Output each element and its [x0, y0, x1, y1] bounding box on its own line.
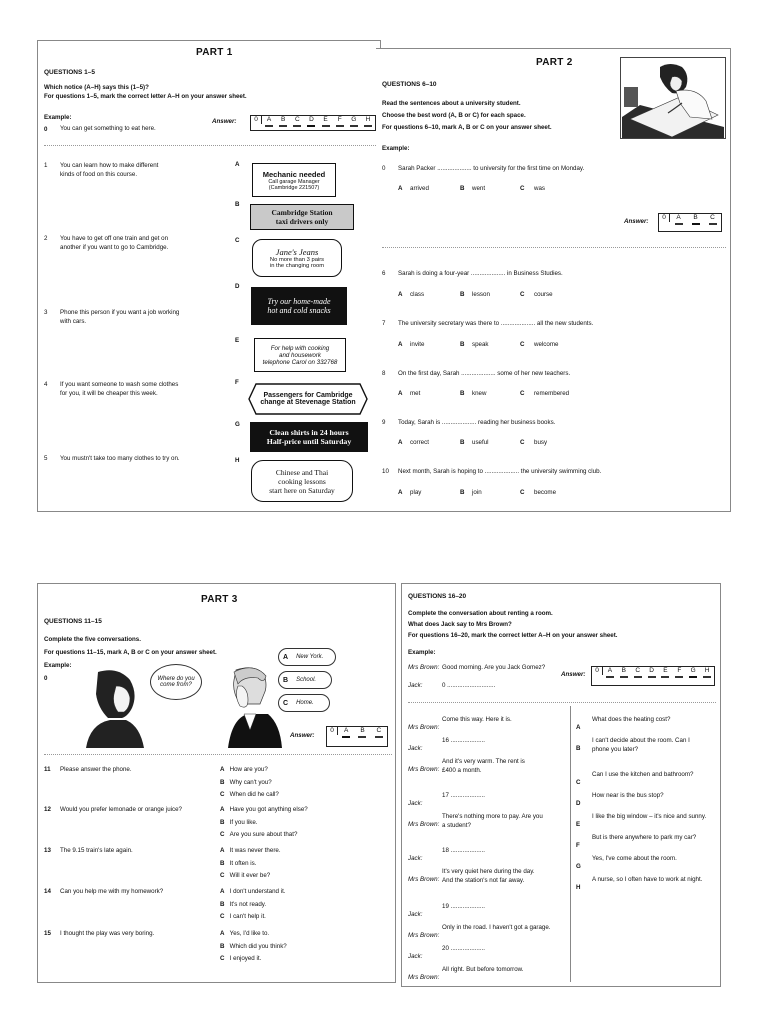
answer-h: H	[361, 116, 375, 127]
part2-answer-label: Answer:	[624, 218, 649, 225]
example-speaker: Jack:	[408, 682, 423, 689]
option-text: course	[534, 291, 553, 298]
part4-instruction-3: For questions 16–20, mark the correct letter A–H on your answer sheet.	[408, 632, 618, 639]
part1-instruction-1: Which notice (A–H) says this (1–5)?	[44, 84, 149, 91]
notice-letter: D	[235, 283, 240, 290]
option-letter: A	[398, 291, 403, 298]
example-line: 0 ............................	[442, 682, 496, 689]
part4-answer-label: Answer:	[561, 671, 586, 678]
option-letter: A	[398, 185, 403, 192]
option-text: was	[534, 185, 546, 192]
question-number: 3	[44, 309, 48, 316]
option-letter: B	[460, 341, 465, 348]
option-bubble-a: A New York.	[278, 648, 336, 666]
notice-a: Mechanic needed Call garage Manager (Cambridge 221507)	[252, 163, 336, 197]
part2-instruction-3: For questions 6–10, mark A, B or C on your answer sheet.	[382, 124, 552, 131]
question-text: On the first day, Sarah .................... some of her new teachers.	[398, 370, 571, 377]
man-illustration	[214, 664, 284, 748]
option-letter: C	[520, 439, 525, 446]
notice-letter: C	[235, 237, 240, 244]
answer-a: A	[338, 727, 354, 738]
answer-zero: 0	[251, 116, 262, 124]
notice-letter: A	[235, 161, 240, 168]
option-letter: C	[520, 185, 525, 192]
option-letter: A	[398, 489, 403, 496]
answer-f: F	[333, 116, 347, 127]
answer-options: A I don't understand it. B It's not ready. C I can't help it.	[220, 888, 286, 920]
answer-c: C	[290, 116, 304, 127]
example-text: Sarah Packer .................... to university for the first time on Monday.	[398, 165, 585, 172]
notice-letter: F	[235, 379, 239, 386]
part1-sheet	[37, 40, 381, 512]
part1-example-label: Example:	[44, 114, 72, 121]
question-number: 6	[382, 270, 386, 277]
notice-f: Passengers for Cambridge change at Stevenage Station	[260, 392, 356, 406]
divider	[408, 702, 716, 703]
option-text: went	[472, 185, 486, 192]
option-letter: C	[520, 341, 525, 348]
part3-example-label: Example:	[44, 662, 72, 669]
answer-b: B	[687, 214, 704, 225]
answer-options: A Have you got anything else? B If you like. C Are you sure about that?	[220, 806, 308, 838]
part1-answer-label: Answer:	[212, 118, 237, 125]
part4-sheet: QUESTIONS 16–20 Complete the conversation about renting a room. What does Jack say to Mrs Brown? For questions 16–20, mark the correct letter A–H on your answer sheet. Example: Mrs Brown: Good morning. Are you Jack Gomez? Jack: 0 ............................ Answer: 0 A B C D E F G H Mrs Brown: Come this way. Here it is. Jack: 16 .................... Mrs Brown: And it's very warm. The rent is £400 a month. Jack: 17 .................... Mrs Brown: There's nothing more to pay. Are you a student? Jack: 18 .................... Mrs Brown: It's very quiet here during the day. And the station's not far away. Jack: 19 .................... Mrs Brown: Only in the road. I haven't got a garage. Jack: 20 .................... Mrs Brown: All right. But before tomorrow. A What does the heating cost? B I can't decide about the room. Can I phone you later? C Can I use the kitchen and bathroom? D How near is the bus stop? E I like the big window – it's nice and sunny. F But is there anywhere to park my car? G Yes, I've come about the room. H A nurse, so I often have to work at night.	[401, 583, 721, 987]
option-text: become	[534, 489, 557, 496]
answer-e: E	[319, 116, 333, 127]
part3-answer-label: Answer:	[290, 732, 315, 739]
notice-letter: B	[235, 201, 240, 208]
question-text: The 9.15 train's late again.	[60, 847, 133, 854]
question-number: 15	[44, 930, 51, 937]
answer-options: A Yes, I'd like to. B Which did you think? C I enjoyed it.	[220, 930, 287, 962]
part3-example-num: 0	[44, 675, 48, 682]
question-number: 9	[382, 419, 386, 426]
option-letter: A	[398, 341, 403, 348]
part1-instruction-2: For questions 1–5, mark the correct letter A–H on your answer sheet.	[44, 93, 247, 100]
question-text: If you want someone to wash some clothes for you, it will be cheaper this week.	[60, 381, 179, 397]
option-letter: B	[460, 439, 465, 446]
answer-b: B	[354, 727, 370, 738]
part1-example-text: You can get something to eat here.	[60, 125, 156, 132]
question-number: 11	[44, 766, 51, 773]
option-text: speak	[472, 341, 489, 348]
question-text: You have to get off one train and get on another if you want to go to Cambridge.	[60, 235, 169, 251]
option-text: busy	[534, 439, 548, 446]
question-text: Next month, Sarah is hoping to .................... the university swimming club.	[398, 468, 602, 475]
woman-illustration	[78, 668, 148, 748]
option-text: welcome	[534, 341, 559, 348]
question-text: You can learn how to make different kinds of food on this course.	[60, 162, 159, 178]
answer-options: A It was never there. B It often is. C Will it ever be?	[220, 847, 281, 879]
part3-sheet	[37, 583, 396, 983]
answer-g: G	[686, 667, 700, 678]
notice-letter: E	[235, 337, 240, 344]
speech-bubble: Where do you come from?	[150, 664, 202, 700]
part1-question-heading: QUESTIONS 1–5	[44, 69, 95, 76]
question-text: Phone this person if you want a job working with cars.	[60, 309, 180, 325]
question-text: Sarah is doing a four-year .................... in Business Studies.	[398, 270, 563, 277]
part2-example-label: Example:	[382, 145, 410, 152]
notice-letter: G	[235, 421, 240, 428]
part1-example-num: 0	[44, 126, 48, 133]
answer-a: A	[670, 214, 687, 225]
part2-instruction-1: Read the sentences about a university student.	[382, 100, 521, 107]
divider	[44, 754, 392, 755]
option-letter: B	[460, 185, 465, 192]
notice-letter: H	[235, 457, 240, 464]
question-number: 12	[44, 806, 51, 813]
part1-answer-grid	[250, 115, 376, 131]
answer-g: G	[347, 116, 361, 127]
option-text: useful	[472, 439, 489, 446]
question-number: 4	[44, 381, 48, 388]
question-number: 7	[382, 320, 386, 327]
question-text: Please answer the phone.	[60, 766, 132, 773]
answer-c: C	[631, 667, 645, 678]
student-writing-illustration	[620, 57, 726, 139]
part4-answer-grid	[591, 666, 715, 686]
part3-instruction-1: Complete the five conversations.	[44, 636, 141, 643]
answer-e: E	[659, 667, 673, 678]
option-letter: B	[460, 390, 465, 397]
answer-b: B	[276, 116, 290, 127]
divider	[44, 145, 378, 146]
example-number: 0	[382, 165, 386, 172]
answer-b: B	[617, 667, 631, 678]
option-letter: A	[398, 390, 403, 397]
question-text: Would you prefer lemonade or orange juice?	[60, 806, 182, 813]
answer-c: C	[371, 727, 387, 738]
answer-c: C	[704, 214, 721, 225]
answer-h: H	[700, 667, 714, 678]
answer-zero: 0	[659, 214, 670, 222]
answer-f: F	[672, 667, 686, 678]
column-divider	[570, 706, 571, 982]
example-speaker: Mrs Brown:	[408, 664, 440, 671]
part2-instruction-2: Choose the best word (A, B or C) for each space.	[382, 112, 526, 119]
part4-example-label: Example:	[408, 649, 436, 656]
example-line: Good morning. Are you Jack Gomez?	[442, 664, 546, 671]
option-text: met	[410, 390, 421, 397]
option-letter: C	[520, 291, 525, 298]
option-text: class	[410, 291, 425, 298]
question-text: Can you help me with my homework?	[60, 888, 164, 895]
option-text: arrived	[410, 185, 429, 192]
option-letter: A	[398, 439, 403, 446]
notice-b: Cambridge Station taxi drivers only	[250, 204, 354, 230]
part2-question-heading: QUESTIONS 6–10	[382, 81, 437, 88]
option-text: invite	[410, 341, 425, 348]
notice-g: Clean shirts in 24 hours Half-price until Saturday	[250, 422, 368, 452]
notice-c: Jane's Jeans No more than 3 pairs in the changing room	[252, 239, 342, 277]
part3-answer-grid	[326, 726, 388, 747]
option-text: join	[472, 489, 482, 496]
option-bubble-b: B School.	[278, 671, 332, 689]
part4-instruction-1: Complete the conversation about renting a room.	[408, 610, 553, 617]
answer-a: A	[603, 667, 617, 678]
question-text: I thought the play was very boring.	[60, 930, 155, 937]
option-letter: B	[460, 291, 465, 298]
notice-d: Try our home-made hot and cold snacks	[251, 287, 347, 325]
question-number: 2	[44, 235, 48, 242]
notice-e: For help with cooking and housework telephone Carol on 332768	[254, 338, 346, 372]
part3-title: PART 3	[201, 594, 238, 605]
question-number: 10	[382, 468, 389, 475]
option-text: remembered	[534, 390, 570, 397]
answer-a: A	[262, 116, 276, 127]
question-number: 1	[44, 162, 48, 169]
part3-question-heading: QUESTIONS 11–15	[44, 618, 102, 625]
option-letter: B	[460, 489, 465, 496]
part4-instruction-2: What does Jack say to Mrs Brown?	[408, 621, 512, 628]
notice-h: Chinese and Thai cooking lessons start here on Saturday	[251, 460, 353, 502]
option-text: knew	[472, 390, 487, 397]
divider	[382, 247, 726, 248]
answer-d: D	[645, 667, 659, 678]
option-text: play	[410, 489, 422, 496]
option-text: correct	[410, 439, 429, 446]
part2-sheet	[376, 48, 731, 512]
question-text: The university secretary was there to .................... all the new students.	[398, 320, 594, 327]
question-text: You mustn't take too many clothes to try on.	[60, 455, 180, 462]
option-letter: C	[520, 489, 525, 496]
option-bubble-c: C Home.	[278, 694, 330, 712]
answer-options: A How are you? B Why can't you? C When did he call?	[220, 766, 279, 798]
option-letter: C	[520, 390, 525, 397]
part1-title: PART 1	[196, 47, 233, 58]
option-text: lesson	[472, 291, 490, 298]
answer-d: D	[304, 116, 318, 127]
part2-answer-grid	[658, 213, 722, 232]
part2-title: PART 2	[536, 57, 573, 68]
question-number: 5	[44, 455, 48, 462]
answer-zero: 0	[327, 727, 338, 735]
part3-instruction-2: For questions 11–15, mark A, B or C on your answer sheet.	[44, 649, 217, 656]
part4-question-heading: QUESTIONS 16–20	[408, 593, 467, 600]
question-text: Today, Sarah is .................... reading her business books.	[398, 419, 556, 426]
question-number: 8	[382, 370, 386, 377]
question-number: 14	[44, 888, 51, 895]
question-number: 13	[44, 847, 51, 854]
answer-zero: 0	[592, 667, 603, 675]
